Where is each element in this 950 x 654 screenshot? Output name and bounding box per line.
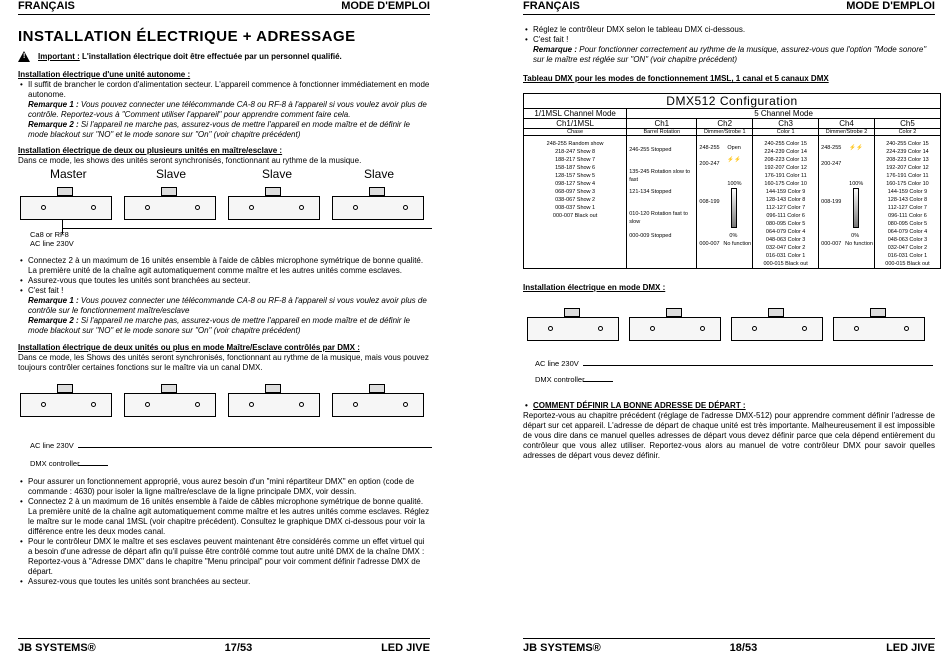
table-cell: 144-159 Color 9 bbox=[887, 189, 928, 195]
strobe-icon: ⚡⚡ bbox=[727, 157, 742, 163]
table-cell: 188-217 Show 7 bbox=[555, 157, 596, 163]
table-heading: Tableau DMX pour les modes de fonctionnement 1MSL, 1 canal et 5 canaux DMX bbox=[523, 74, 829, 83]
device-unit bbox=[527, 317, 619, 341]
column-header: Ch2 bbox=[697, 119, 753, 129]
strobe-icon: ⚡⚡ bbox=[849, 145, 863, 151]
table-cell: 200-247 bbox=[821, 161, 842, 167]
column-header: Ch1/1MSL bbox=[524, 119, 627, 129]
remark-text: Vous pouvez connecter une télécommande CA-8 ou RF-8 à l'appareil si vous voulez avoir plus de contrôle. Reportez-vous à "Comment utiliser l'appareil" pour apprendre comment faire cela. bbox=[28, 100, 427, 119]
table-cell: 121-134 Stopped bbox=[629, 189, 672, 195]
remark-label: Remarque 1 : bbox=[28, 296, 79, 305]
header-manual: MODE D'EMPLOI bbox=[846, 0, 935, 12]
table-cell: 000-009 Stopped bbox=[629, 233, 672, 239]
table-cell: 128-157 Show 5 bbox=[555, 173, 596, 179]
table-cell: 128-143 Color 8 bbox=[887, 197, 928, 203]
important-label: Important : bbox=[38, 51, 80, 61]
remote-label: Ca8 or RF8 bbox=[30, 230, 69, 239]
header-manual: MODE D'EMPLOI bbox=[341, 0, 430, 12]
chase-cell bbox=[524, 136, 627, 269]
table-title: DMX512 Configuration bbox=[524, 94, 941, 109]
list-item: • C'est fait ! bbox=[18, 286, 430, 296]
footer-brand: JB SYSTEMS® bbox=[523, 642, 601, 654]
device-unit bbox=[228, 196, 320, 220]
table-cell: 080-095 Color 5 bbox=[765, 221, 806, 227]
device-unit bbox=[833, 317, 925, 341]
column-subheader: Color 2 bbox=[874, 129, 940, 136]
table-cell: 048-063 Color 3 bbox=[887, 237, 928, 243]
table-cell: 048-063 Color 3 bbox=[765, 237, 806, 243]
table-cell: Open bbox=[727, 145, 741, 151]
footer-product: LED JIVE bbox=[381, 642, 430, 654]
table-cell: 192-207 Color 12 bbox=[764, 165, 807, 171]
dmx-controller-label: DMX controller bbox=[30, 459, 80, 468]
table-cell: 100% bbox=[727, 181, 742, 187]
page-title: INSTALLATION ÉLECTRIQUE + ADRESSAGE bbox=[18, 28, 356, 45]
page-number: 18/53 bbox=[729, 642, 758, 654]
list-item: • Connectez 2 à un maximum de 16 unités ensemble à l'aide de câbles microphone symétrique de bonne qualité. La première unité de la chaîne agit automatiquement comme maître et les autres unités comme esclaves. Réglez le maître sur le mode canal 1MSL (voir chapitre précédent). Consultez le graphique DMX ci-dessous pour voir la différence entre les deux modes canal. bbox=[18, 497, 430, 537]
device-unit bbox=[629, 317, 721, 341]
section-master-slave-title: Installation électrique de deux ou plusieurs unités en maître/esclave : bbox=[18, 146, 283, 155]
table-cell: 008-199 bbox=[821, 199, 842, 205]
table-cell: 208-223 Color 13 bbox=[764, 157, 807, 163]
table-cell: 016-031 Color 1 bbox=[887, 253, 928, 259]
dimmer1-cell bbox=[697, 136, 753, 269]
dmx-controller-label: DMX controller bbox=[535, 375, 585, 384]
table-cell: 176-191 Color 11 bbox=[764, 173, 807, 179]
slave-label: Slave bbox=[262, 167, 293, 181]
column-subheader: Color 1 bbox=[753, 129, 819, 136]
device-unit bbox=[124, 393, 216, 417]
table-cell: 032-047 Color 2 bbox=[887, 245, 928, 251]
page-header bbox=[18, 0, 430, 15]
page-footer bbox=[18, 638, 430, 654]
table-cell: 016-031 Color 1 bbox=[765, 253, 806, 259]
list-item: • Assurez-vous que toutes les unités sont branchées au secteur. bbox=[18, 577, 430, 587]
table-cell: 240-255 Color 15 bbox=[886, 141, 929, 147]
barrel-cell bbox=[627, 136, 697, 269]
right-page bbox=[523, 0, 935, 654]
column-subheader: Dimmer/Strobe 2 bbox=[819, 129, 875, 136]
table-cell: 000-007 Black out bbox=[552, 213, 598, 219]
table-cell: 010-120 Rotation fast to slow bbox=[629, 211, 688, 225]
column-subheader: Dimmer/Strobe 1 bbox=[697, 129, 753, 136]
page-header bbox=[523, 0, 935, 15]
table-cell: 096-111 Color 6 bbox=[888, 213, 927, 219]
header-language: FRANÇAIS bbox=[523, 0, 580, 12]
column-header: Ch1 bbox=[627, 119, 697, 129]
device-unit bbox=[332, 393, 424, 417]
table-cell: 0% bbox=[851, 233, 860, 239]
table-cell: 0% bbox=[729, 233, 738, 239]
table-cell: 208-223 Color 13 bbox=[886, 157, 929, 163]
warning-icon: ! bbox=[18, 51, 30, 62]
master-slave-diagram bbox=[18, 166, 430, 254]
device-unit bbox=[332, 196, 424, 220]
table-cell: 240-255 Color 15 bbox=[764, 141, 807, 147]
dmx-diagram bbox=[523, 293, 935, 397]
table-cell: 032-047 Color 2 bbox=[765, 245, 806, 251]
section-standalone-title: Installation électrique d'une unité autonome : bbox=[18, 70, 191, 79]
table-cell: 200-247 bbox=[699, 161, 720, 167]
list-item: • Pour le contrôleur DMX le maître et ses esclaves peuvent maintenant être considérés comme un effet virtuel qui a besoin d'une adresse de départ afin qu'il puisse être contrôlé comme tout autre unité DMX de la chaîne DMX : Reportez-vous à "Adresse DMX" dans le chapitre "Menu principal" pour voir comment définir l'adresse DMX de départ. bbox=[18, 537, 430, 577]
table-cell: 160-175 Color 10 bbox=[764, 181, 807, 187]
device-unit bbox=[20, 393, 112, 417]
table-cell: 192-207 Color 12 bbox=[886, 165, 929, 171]
table-cell: 218-247 Show 8 bbox=[555, 149, 596, 155]
table-cell: 096-111 Color 6 bbox=[766, 213, 805, 219]
table-cell: 176-191 Color 11 bbox=[886, 173, 929, 179]
remark-text: Si l'appareil ne marche pas, assurez-vous de mettre l'appareil en mode maître et de définir le mode blackout sur "NO" et le mode sonore sur "On" (voir chapitre précédent) bbox=[28, 316, 410, 335]
remark-label: Remarque : bbox=[533, 45, 578, 54]
table-cell: 160-175 Color 10 bbox=[886, 181, 929, 187]
slave-label: Slave bbox=[156, 167, 187, 181]
header-language: FRANÇAIS bbox=[18, 0, 75, 12]
table-cell: 246-255 Stopped bbox=[629, 147, 672, 153]
table-cell: 008-037 Show 1 bbox=[555, 205, 596, 211]
remark-label: Remarque 2 : bbox=[28, 316, 79, 325]
table-cell: 000-007 bbox=[821, 241, 842, 247]
device-unit bbox=[731, 317, 823, 341]
table-cell: 038-067 Show 2 bbox=[555, 197, 596, 203]
table-cell: 112-127 Color 7 bbox=[766, 205, 806, 211]
column-header: Ch4 bbox=[819, 119, 875, 129]
remark-label: Remarque 1 : bbox=[28, 100, 79, 109]
section-text: Dans ce mode, les shows des unités seront synchronisés, fonctionnant au rythme de la musique. bbox=[18, 156, 362, 165]
remark-text: Vous pouvez connecter une télécommande CA-8 ou RF-8 à l'appareil si vous voulez avoir plus de contrôle sur le fonctionnement maître/esclave bbox=[28, 296, 427, 315]
dimmer-fader bbox=[731, 188, 737, 228]
table-cell: 064-079 Color 4 bbox=[765, 229, 806, 235]
table-cell: 224-239 Color 14 bbox=[886, 149, 929, 155]
table-cell: 080-095 Color 5 bbox=[887, 221, 928, 227]
list-item: • Connectez 2 à un maximum de 16 unités ensemble à l'aide de câbles microphone symétrique de bonne qualité. La première unité de la chaîne agit automatiquement comme maître et les autres unités comme esclaves. bbox=[18, 256, 430, 276]
table-cell: 068-097 Show 3 bbox=[555, 189, 596, 195]
slave-label: Slave bbox=[364, 167, 395, 181]
table-cell: 100% bbox=[849, 181, 864, 187]
table-cell: 135-245 Rotation slow to fast bbox=[629, 169, 691, 183]
important-note bbox=[18, 51, 430, 62]
page-footer bbox=[523, 638, 935, 654]
device-unit bbox=[228, 393, 320, 417]
dmx-table bbox=[523, 93, 941, 269]
device-unit bbox=[20, 196, 112, 220]
column-header: Ch3 bbox=[753, 119, 819, 129]
table-cell: 000-007 bbox=[699, 241, 720, 247]
footer-brand: JB SYSTEMS® bbox=[18, 642, 96, 654]
table-cell: 098-127 Show 4 bbox=[555, 181, 596, 187]
table-cell: 064-079 Color 4 bbox=[887, 229, 928, 235]
table-cell: 000-015 Black out bbox=[885, 261, 930, 267]
dimmer2-cell bbox=[819, 136, 875, 269]
color2-cell bbox=[874, 136, 940, 269]
section-dmx-title: Installation électrique en mode DMX : bbox=[523, 283, 666, 292]
remark-label: Remarque 2 : bbox=[28, 120, 79, 129]
remark-text: Si l'appareil ne marche pas, assurez-vous de mettre l'appareil en mode maître et de définir le mode blackout sur "NO" et le mode sonore sur "On" (voir chapitre précédent) bbox=[28, 120, 410, 139]
section-text: Dans ce mode, les Shows des unités seront synchronisés, fonctionnant au rythme de la musique, mais vous pouvez toujours contrôler certaines fonctions sur le maître via un canal DMX. bbox=[18, 353, 429, 372]
footer-product: LED JIVE bbox=[886, 642, 935, 654]
list-item: • Réglez le contrôleur DMX selon le tableau DMX ci-dessous. bbox=[523, 25, 935, 35]
table-cell: No function bbox=[845, 241, 873, 247]
table-cell: 128-143 Color 8 bbox=[765, 197, 806, 203]
table-cell: 248-255 bbox=[821, 145, 842, 151]
table-cell: 008-199 bbox=[699, 199, 720, 205]
page-number: 17/53 bbox=[224, 642, 253, 654]
table-cell: 248-255 bbox=[699, 145, 720, 151]
ac-line-label: AC line 230V bbox=[535, 359, 579, 368]
ac-line-label: AC line 230V bbox=[30, 441, 74, 450]
important-text: L'installation électrique doit être effectuée par un personnel qualifié. bbox=[82, 51, 342, 61]
dmx-master-slave-diagram bbox=[18, 373, 430, 477]
left-page bbox=[18, 0, 430, 654]
column-subheader: Barrel Rotation bbox=[627, 129, 697, 136]
table-cell: 158-187 Show 6 bbox=[555, 165, 596, 171]
table-cell: 248-255 Random show bbox=[546, 141, 604, 147]
mode-header: 1/1MSL Channel Mode bbox=[524, 109, 627, 119]
mode-header: 5 Channel Mode bbox=[627, 109, 941, 119]
device-unit bbox=[124, 196, 216, 220]
list-item: • C'est fait ! bbox=[523, 35, 935, 45]
list-item: • COMMENT DÉFINIR LA BONNE ADRESSE DE DÉPART : bbox=[523, 401, 935, 411]
color1-cell bbox=[753, 136, 819, 269]
column-subheader: Chase bbox=[524, 129, 627, 136]
table-cell: 224-239 Color 14 bbox=[764, 149, 807, 155]
remark-text: Pour fonctionner correctement au rythme de la musique, assurez-vous que l'option "Mode sonore" sur le maître est réglée sur "ON" (voir chapitre précédent) bbox=[533, 45, 927, 64]
list-item: • Il suffit de brancher le cordon d'alimentation secteur. L'appareil commence à fonctionner immédiatement en mode autonome. bbox=[18, 80, 430, 100]
table-cell: No function bbox=[723, 241, 752, 247]
section-text: Reportez-vous au chapitre précédent (réglage de l'adresse DMX-512) pour apprendre comment définir l'adresse de départ sur cet appareil. L'adresse de départ de chaque unité est très importante. Malheureusement il est impossible de vous dire dans ce manuel quelles adresses de départ vous devez définir parce que cela dépend entièrement du contrôleur que vous allez utiliser. Reportez-vous alors au manuel de votre contrôleur DMX pour savoir quelles adresses de départ vous devez définir. bbox=[523, 411, 935, 460]
ac-line-label: AC line 230V bbox=[30, 239, 74, 248]
list-item: • Assurez-vous que toutes les unités sont branchées au secteur. bbox=[18, 276, 430, 286]
dimmer-fader bbox=[853, 188, 859, 228]
section-dmx-master-slave-title: Installation électrique de deux unités ou plus en mode Maître/Esclave contrôlés par DMX : bbox=[18, 343, 360, 352]
list-item: • Pour assurer un fonctionnement approprié, vous aurez besoin d'un "mini répartiteur DMX" en option (code de commande : 4630) pour isoler la ligne maître/esclave de la ligne principale DMX, voir dessin. bbox=[18, 477, 430, 497]
table-cell: 112-127 Color 7 bbox=[887, 205, 927, 211]
column-header: Ch5 bbox=[874, 119, 940, 129]
table-cell: 144-159 Color 9 bbox=[765, 189, 806, 195]
master-label: Master bbox=[50, 167, 87, 181]
table-cell: 000-015 Black out bbox=[763, 261, 808, 267]
